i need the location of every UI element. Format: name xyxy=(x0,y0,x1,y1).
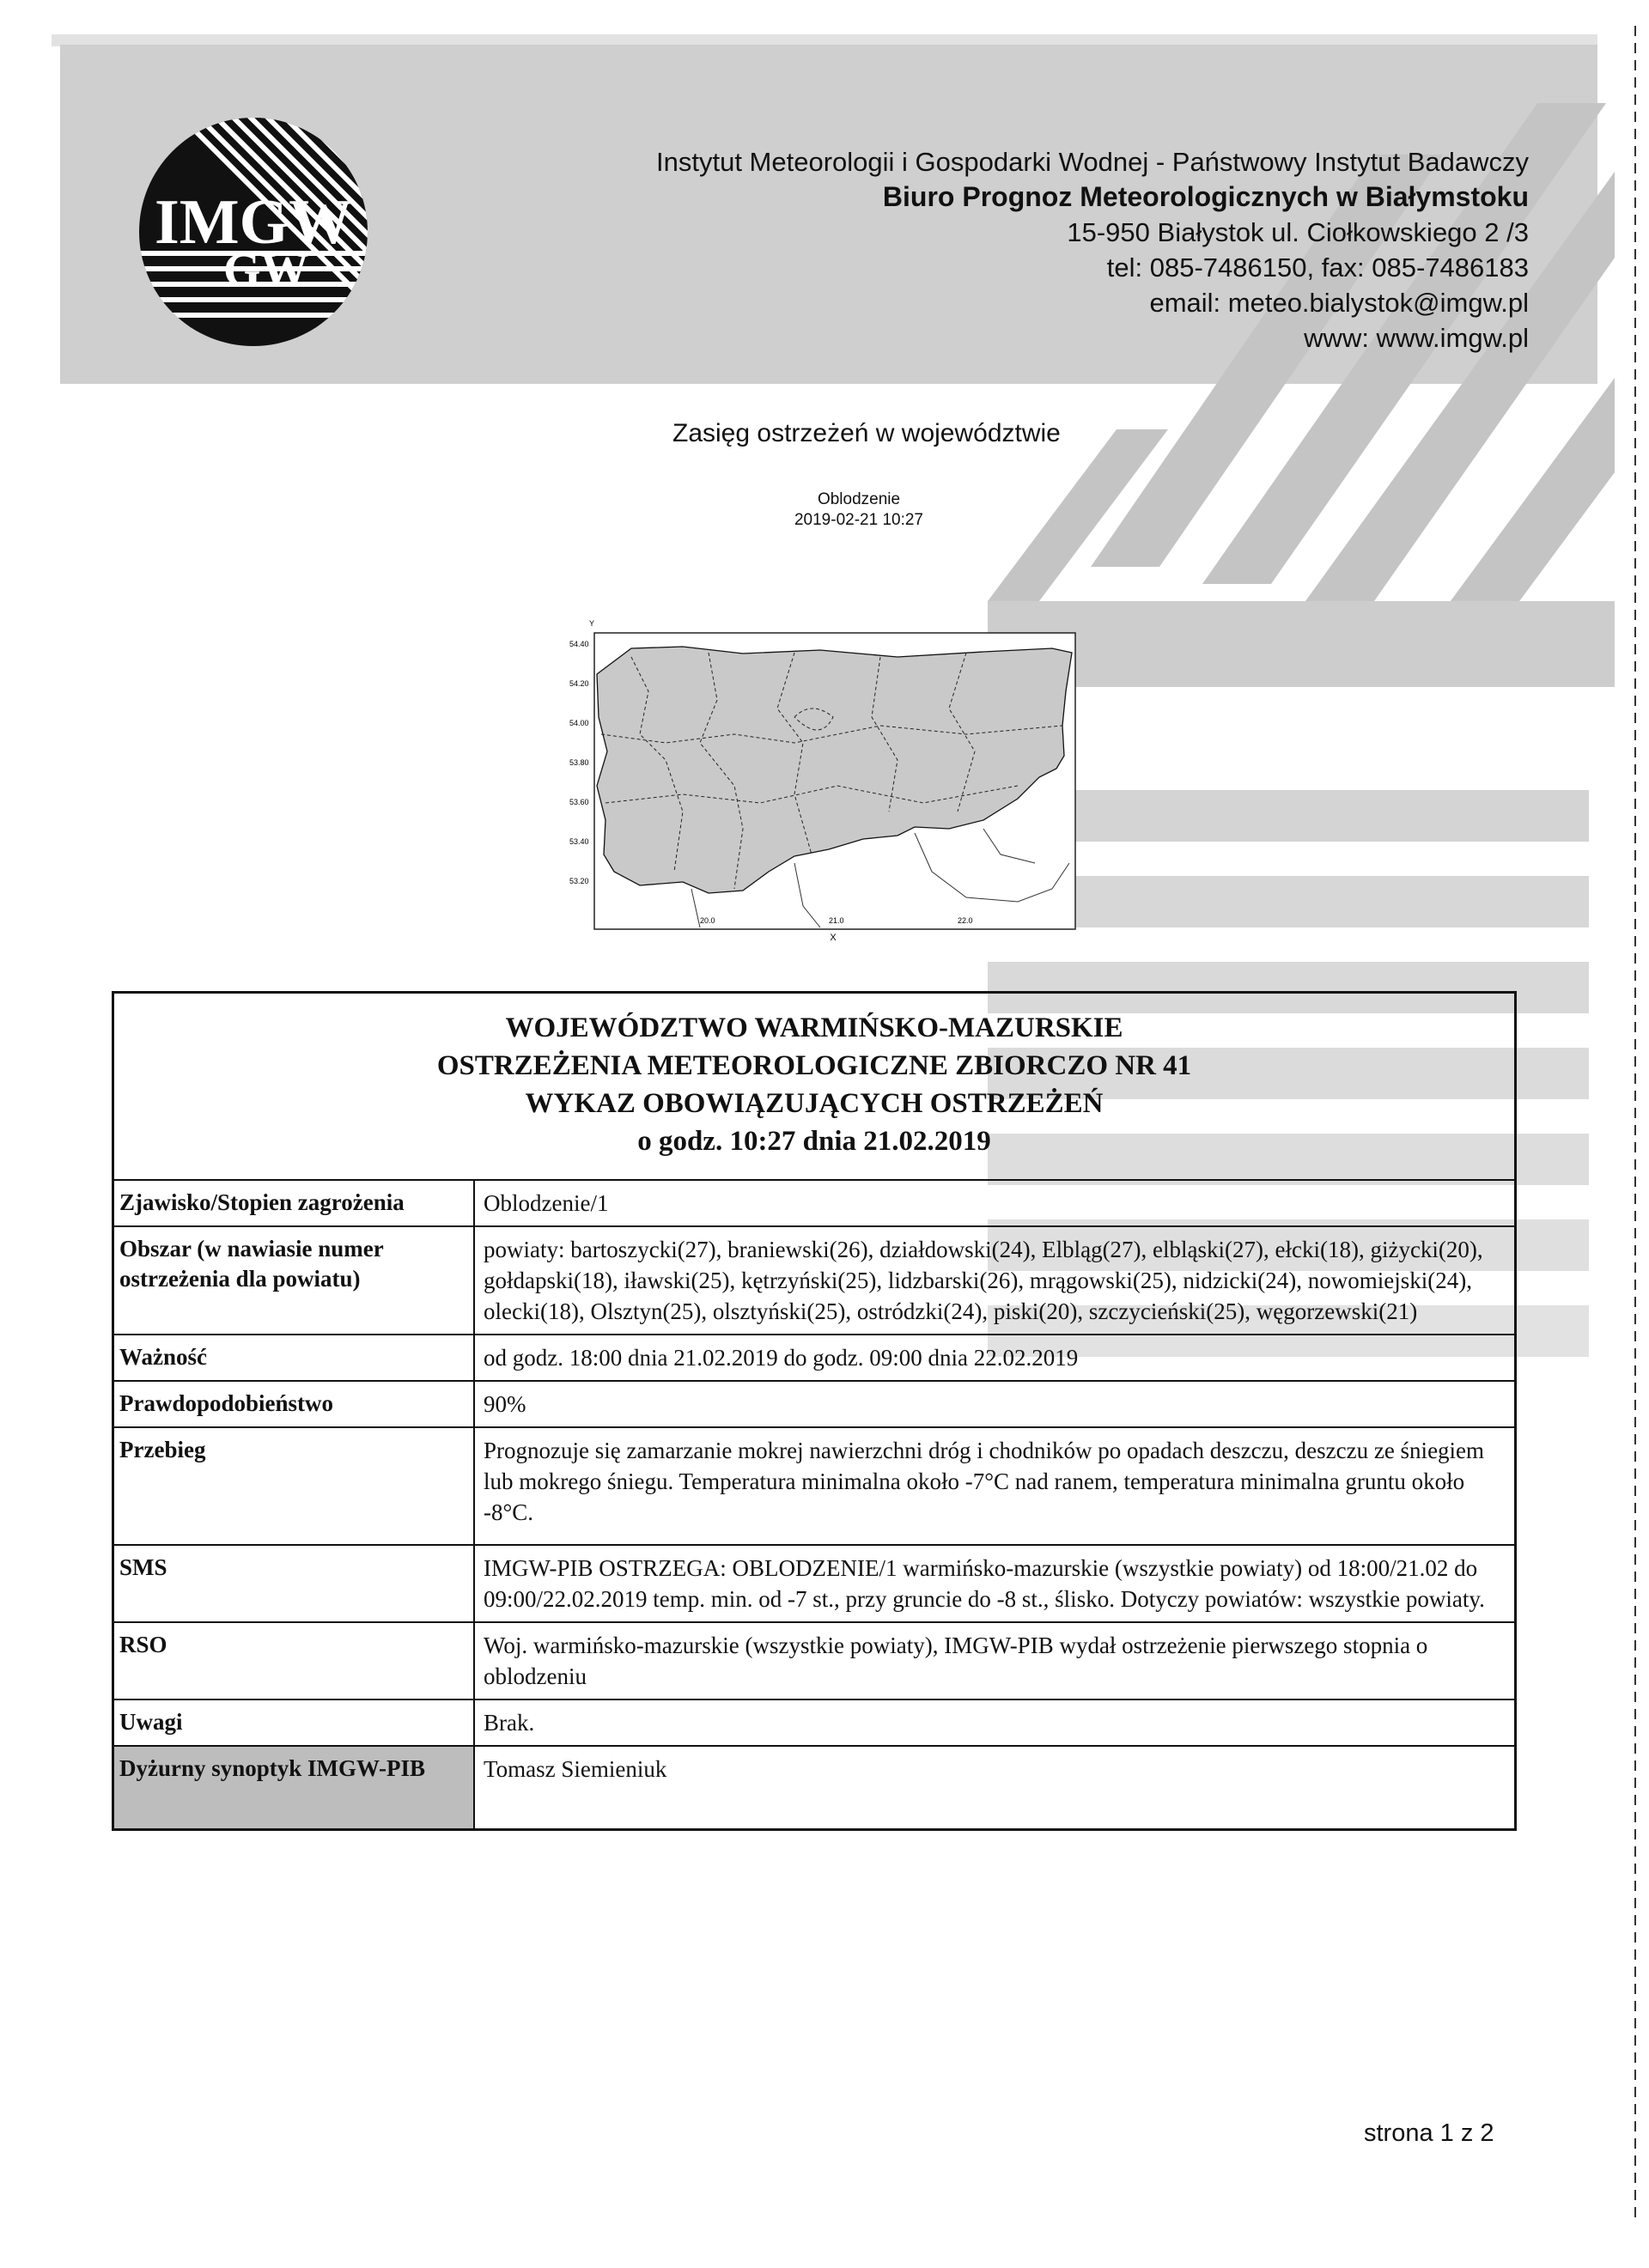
map-x-axis-label: X xyxy=(830,933,837,943)
y-tick: 53.40 xyxy=(569,837,589,846)
row-value: Prognozuje się zamarzanie mokrej nawierzchni dróg i chodników po opadach deszczu, deszczu ze śniegiem lub mokrego śniegu. Temperatura minimalna około -7°C nad ranem, temperatura minimalna gruntu około -8°C. xyxy=(484,1438,1485,1525)
table-row xyxy=(114,1227,1514,1335)
table-heading xyxy=(114,994,1514,1181)
y-tick: 53.20 xyxy=(569,877,589,885)
y-tick: 54.40 xyxy=(569,640,589,648)
row-label: Zjawisko/Stopien zagrożenia xyxy=(114,1181,475,1225)
table-row xyxy=(114,1700,1514,1747)
table-row xyxy=(114,1747,1514,1828)
row-value: od godz. 18:00 dnia 21.02.2019 do godz. 09:00 dnia 22.02.2019 xyxy=(484,1345,1079,1371)
voivodeship-map xyxy=(537,614,1086,953)
row-label: RSO xyxy=(114,1623,475,1699)
website: www: www.imgw.pl xyxy=(1304,323,1529,353)
x-tick: 21.0 xyxy=(829,916,844,925)
page-number: strona 1 z 2 xyxy=(1364,2119,1494,2147)
y-tick: 54.20 xyxy=(569,679,589,688)
row-label: SMS xyxy=(114,1546,475,1621)
table-row xyxy=(114,1382,1514,1428)
x-tick: 22.0 xyxy=(958,916,973,925)
table-row xyxy=(114,1335,1514,1382)
row-label: Dyżurny synoptyk IMGW-PIB xyxy=(114,1747,475,1828)
table-row xyxy=(114,1181,1514,1227)
row-label: Przebieg xyxy=(114,1428,475,1544)
logo-text-bottom: GW xyxy=(223,244,309,297)
heading-warnings: OSTRZEŻENIA METEOROLOGICZNE ZBIORCZO NR 41 xyxy=(436,1050,1192,1081)
logo-text-top: IMGW xyxy=(155,187,353,258)
scan-edge-line xyxy=(1634,26,1637,2224)
row-value: Brak. xyxy=(484,1710,535,1736)
warning-table xyxy=(112,991,1517,1831)
heading-time: o godz. 10:27 dnia 21.02.2019 xyxy=(637,1126,991,1157)
row-value: 90% xyxy=(484,1391,526,1417)
row-value: powiaty: bartoszycki(27), braniewski(26), działdowski(24), Elbląg(27), elbląski(27), ełcki(18), giżycki(20), gołdapski(18), iławski(25), kętrzyński(25), lidzbarski(26), mrągowski(25), nidzicki(24), nowomiejski(24), olecki(18), Olsztyn(25), olsztyński(25), ostródzki(24), piski(20), szczycieński(25), węgorzewski(21) xyxy=(484,1237,1483,1324)
table-row xyxy=(114,1428,1514,1546)
table-row xyxy=(114,1623,1514,1700)
map-y-ticks xyxy=(569,640,589,885)
row-value: Tomasz Siemieniuk xyxy=(484,1756,667,1782)
row-label: Uwagi xyxy=(114,1700,475,1745)
heading-voivodeship: WOJEWÓDZTWO WARMIŃSKO-MAZURSKIE xyxy=(505,1012,1123,1043)
heading-list: WYKAZ OBOWIĄZUJĄCYCH OSTRZEŻEŃ xyxy=(525,1088,1104,1119)
map-datetime: 2019-02-21 10:27 xyxy=(794,511,923,529)
office-name: Biuro Prognoz Meteorologicznych w Białymstoku xyxy=(882,181,1529,212)
y-tick: 53.60 xyxy=(569,798,589,806)
y-tick: 53.80 xyxy=(569,758,589,767)
range-title: Zasięg ostrzeżeń w województwie xyxy=(672,419,1061,447)
row-value: Woj. warmińsko-mazurskie (wszystkie powiaty), IMGW-PIB wydał ostrzeżenie pierwszego stopnia o oblodzeniu xyxy=(484,1633,1428,1689)
row-value: Oblodzenie/1 xyxy=(484,1190,609,1216)
imgw-logo xyxy=(137,116,369,348)
y-tick: 54.00 xyxy=(569,719,589,727)
email: email: meteo.bialystok@imgw.pl xyxy=(1149,288,1529,318)
institute-header xyxy=(498,144,1529,356)
address: 15-950 Białystok ul. Ciołkowskiego 2 /3 xyxy=(1067,217,1529,247)
map-y-axis-label: Y xyxy=(588,619,595,628)
institute-name: Instytut Meteorologii i Gospodarki Wodnej - Państwowy Instytut Badawczy xyxy=(656,147,1529,177)
row-label: Obszar (w nawiasie numer ostrzeżenia dla powiatu) xyxy=(114,1227,475,1334)
row-value: IMGW-PIB OSTRZEGA: OBLODZENIE/1 warmińsko-mazurskie (wszystkie powiaty) od 18:00/21.02 do 09:00/22.02.2019 temp. min. od -7 st., przy gruncie do -8 st., ślisko. Dotyczy powiatów: wszystkie powiaty. xyxy=(484,1555,1485,1612)
phone: tel: 085-7486150, fax: 085-7486183 xyxy=(1106,252,1529,283)
table-row xyxy=(114,1546,1514,1623)
row-label: Prawdopodobieństwo xyxy=(114,1382,475,1426)
row-label: Ważność xyxy=(114,1335,475,1380)
map-caption xyxy=(653,489,1065,531)
map-title: Oblodzenie xyxy=(817,490,901,508)
x-tick: 20.0 xyxy=(700,916,715,925)
